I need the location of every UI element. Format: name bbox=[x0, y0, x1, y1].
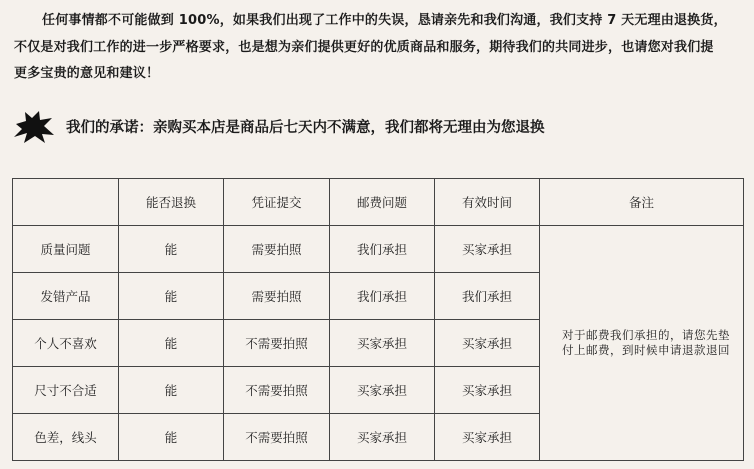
cell-validity: 买家承担 bbox=[435, 226, 540, 273]
header-cell-shipping: 邮费问题 bbox=[330, 179, 435, 226]
row-label: 质量问题 bbox=[13, 226, 119, 273]
cell-proof: 不需要拍照 bbox=[224, 367, 330, 414]
intro-paragraph bbox=[14, 8, 744, 88]
cell-validity: 买家承担 bbox=[435, 367, 540, 414]
cell-exchangeable: 能 bbox=[119, 320, 224, 367]
cell-exchangeable: 能 bbox=[119, 226, 224, 273]
cell-validity: 我们承担 bbox=[435, 273, 540, 320]
promise-text: 我们的承诺：亲购买本店是商品后七天内不满意，我们都将无理由为您退换 bbox=[66, 120, 545, 136]
intro-line-2: 不仅是对我们工作的进一步严格要求，也是想为亲们提供更好的优质商品和服务，期待我们的共同进步，也请您对我们提 bbox=[14, 39, 714, 55]
cell-exchangeable: 能 bbox=[119, 367, 224, 414]
promise-banner bbox=[12, 110, 752, 144]
intro-line-3: 更多宝贵的意见和建议！ bbox=[14, 66, 160, 81]
cell-proof: 需要拍照 bbox=[224, 273, 330, 320]
cell-shipping: 买家承担 bbox=[330, 414, 435, 461]
return-policy-table bbox=[12, 178, 744, 461]
cell-proof: 需要拍照 bbox=[224, 226, 330, 273]
cell-shipping: 买家承担 bbox=[330, 367, 435, 414]
cell-exchangeable: 能 bbox=[119, 414, 224, 461]
header-cell-exchangeable: 能否退换 bbox=[119, 179, 224, 226]
cell-shipping: 买家承担 bbox=[330, 320, 435, 367]
cell-exchangeable: 能 bbox=[119, 273, 224, 320]
row-label: 尺寸不合适 bbox=[13, 367, 119, 414]
cell-proof: 不需要拍照 bbox=[224, 414, 330, 461]
intro-line-1: 任何事情都不可能做到 100%，如果我们出现了工作中的失误，恳请亲先和我们沟通，我们支持 7 天无理由退换货， bbox=[42, 13, 727, 28]
header-cell-proof: 凭证提交 bbox=[224, 179, 330, 226]
cell-validity: 买家承担 bbox=[435, 414, 540, 461]
table-row bbox=[13, 226, 744, 273]
header-cell-empty bbox=[13, 179, 119, 226]
row-label: 个人不喜欢 bbox=[13, 320, 119, 367]
cell-shipping: 我们承担 bbox=[330, 273, 435, 320]
header-cell-note: 备注 bbox=[540, 179, 744, 226]
table-header-row bbox=[13, 179, 744, 226]
header-cell-validity: 有效时间 bbox=[435, 179, 540, 226]
note-cell: 对于邮费我们承担的，请您先垫付上邮费，到时候申请退款退回 bbox=[540, 226, 744, 461]
row-label: 发错产品 bbox=[13, 273, 119, 320]
cell-shipping: 我们承担 bbox=[330, 226, 435, 273]
cell-validity: 买家承担 bbox=[435, 320, 540, 367]
star-splat-icon bbox=[12, 110, 56, 144]
cell-proof: 不需要拍照 bbox=[224, 320, 330, 367]
row-label: 色差，线头 bbox=[13, 414, 119, 461]
